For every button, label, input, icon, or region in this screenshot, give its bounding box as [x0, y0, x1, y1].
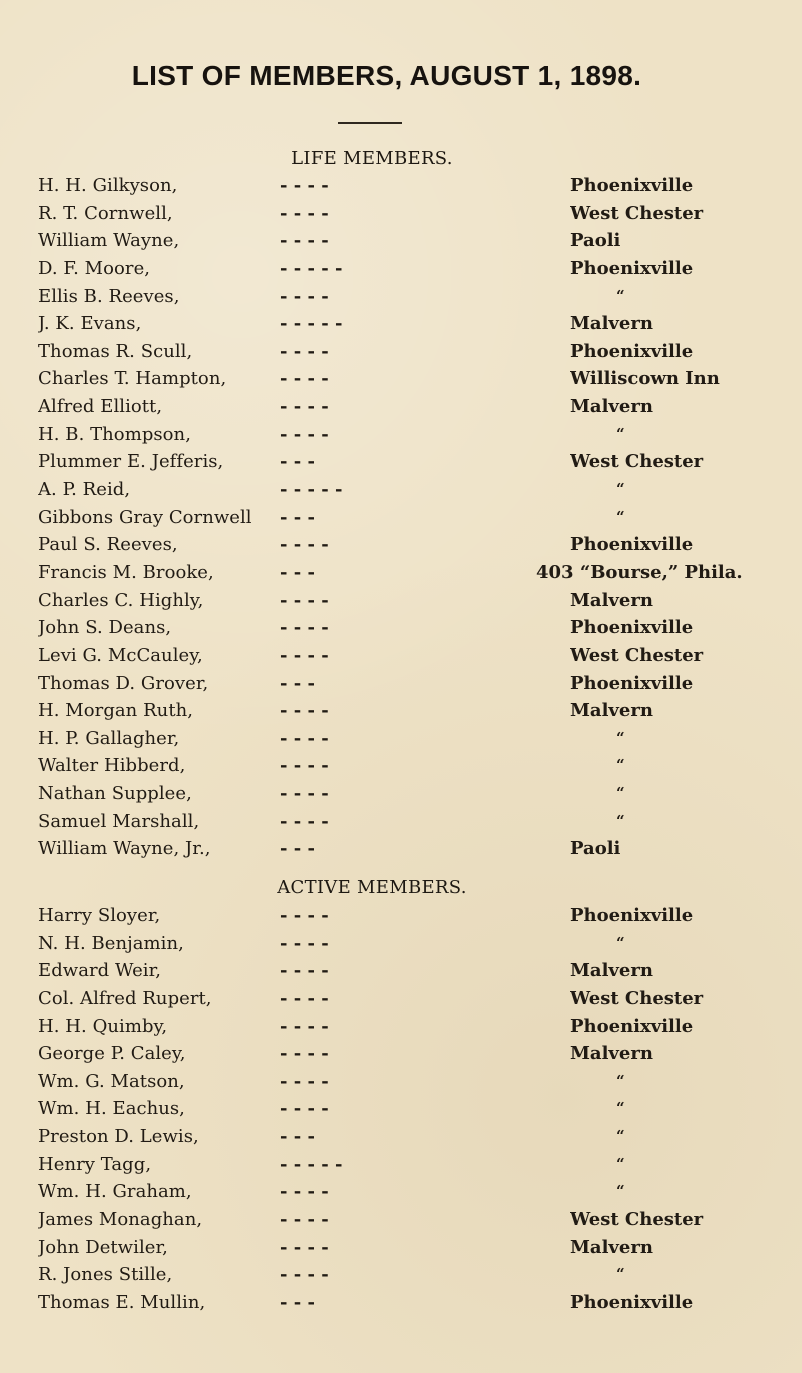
ditto-mark: “	[616, 784, 625, 803]
member-location: Malvern	[570, 700, 653, 722]
member-name: Francis M. Brooke,	[38, 561, 214, 583]
ditto-mark: “	[616, 1071, 625, 1090]
member-location: Phoenixville	[570, 905, 694, 926]
member-location: Malvern	[570, 589, 653, 611]
member-row	[0, 808, 802, 836]
member-row	[0, 365, 802, 393]
member-name: H. B. Thompson,	[38, 423, 191, 445]
member-location: Malvern	[570, 396, 653, 418]
leader-dashes: - - - -	[280, 1070, 329, 1092]
member-row	[0, 559, 802, 587]
member-name: Gibbons Gray Cornwell	[38, 506, 252, 528]
leader-dashes: - - - -	[280, 755, 329, 777]
leader-dashes: - - -	[280, 1126, 315, 1148]
leader-dashes: - - - -	[280, 700, 329, 722]
member-location: Phoenixville	[570, 175, 694, 196]
member-row	[0, 504, 802, 532]
member-row	[0, 1289, 802, 1317]
member-name: Charles T. Hampton,	[38, 368, 227, 390]
leader-dashes: - - -	[280, 561, 315, 583]
member-name: J. K. Evans,	[38, 313, 142, 335]
ditto-mark: “	[616, 1154, 625, 1173]
member-name: Thomas D. Grover,	[38, 672, 209, 694]
member-name: Edward Weir,	[38, 960, 162, 982]
member-name: A. P. Reid,	[38, 479, 131, 501]
leader-dashes: - - -	[280, 1291, 315, 1313]
member-row	[0, 476, 802, 504]
leader-dashes: - - -	[280, 838, 315, 860]
member-name: H. H. Gilkyson,	[38, 175, 178, 196]
leader-dashes: - - - -	[280, 987, 329, 1009]
member-name: Harry Sloyer,	[38, 905, 161, 926]
member-row	[0, 902, 802, 930]
member-row	[0, 614, 802, 642]
ditto-mark: “	[616, 286, 625, 305]
ditto-mark: “	[616, 1265, 625, 1284]
leader-dashes: - - - -	[280, 1209, 329, 1231]
member-row	[0, 697, 802, 725]
member-row	[0, 283, 802, 311]
member-name: Plummer E. Jefferis,	[38, 451, 224, 473]
member-location: 403 “Bourse,” Phila.	[536, 561, 743, 583]
member-location: Phoenixville	[570, 257, 694, 279]
leader-dashes: - - - - -	[280, 313, 343, 335]
member-location: West Chester	[570, 644, 704, 666]
ditto-mark: “	[616, 1127, 625, 1146]
member-name: Paul S. Reeves,	[38, 534, 178, 556]
member-row	[0, 670, 802, 698]
member-name: Ellis B. Reeves,	[38, 285, 180, 307]
member-row	[0, 1234, 802, 1262]
member-row	[0, 1040, 802, 1068]
member-row	[0, 930, 802, 958]
leader-dashes: - - -	[280, 506, 315, 528]
ditto-mark: “	[616, 933, 625, 952]
leader-dashes: - - - - -	[280, 257, 343, 279]
member-name: Nathan Supplee,	[38, 783, 192, 805]
member-row	[0, 1261, 802, 1289]
member-row	[0, 1151, 802, 1179]
ditto-mark: “	[616, 507, 625, 526]
member-location: Malvern	[570, 1236, 653, 1258]
member-name: N. H. Benjamin,	[38, 932, 184, 954]
member-row	[0, 1068, 802, 1096]
member-name: Wm. H. Graham,	[38, 1181, 192, 1203]
member-name: Wm. G. Matson,	[38, 1070, 185, 1092]
member-location: Paoli	[570, 838, 621, 860]
member-location: West Chester	[570, 987, 704, 1009]
member-row	[0, 1095, 802, 1123]
member-name: Alfred Elliott,	[38, 396, 163, 418]
ditto-mark: “	[616, 424, 625, 443]
member-location: Phoenixville	[570, 534, 694, 556]
member-row	[0, 1178, 802, 1206]
leader-dashes: - - - -	[280, 423, 329, 445]
member-location: Williscown Inn	[570, 368, 720, 390]
active-members-list	[0, 902, 802, 1317]
leader-dashes: - - - -	[280, 1236, 329, 1258]
leader-dashes: - - - -	[280, 534, 329, 556]
member-name: H. H. Quimby,	[38, 1015, 168, 1037]
member-row	[0, 310, 802, 338]
member-name: William Wayne,	[38, 230, 180, 252]
leader-dashes: - - - -	[280, 905, 329, 926]
member-name: D. F. Moore,	[38, 257, 151, 279]
leader-dashes: - - - -	[280, 589, 329, 611]
member-location: Phoenixville	[570, 672, 694, 694]
member-location: Paoli	[570, 230, 621, 252]
member-location: West Chester	[570, 451, 704, 473]
leader-dashes: - - - -	[280, 1098, 329, 1120]
member-row	[0, 393, 802, 421]
life-members-list	[0, 172, 802, 869]
leader-dashes: - - -	[280, 451, 315, 473]
member-name: Preston D. Lewis,	[38, 1126, 199, 1148]
member-name: Henry Tagg,	[38, 1153, 152, 1175]
member-location: Malvern	[570, 1043, 653, 1065]
title-divider	[338, 122, 402, 124]
member-row	[0, 338, 802, 366]
leader-dashes: - - - -	[280, 783, 329, 805]
page-title: LIST OF MEMBERS, AUGUST 1, 1898.	[131, 60, 642, 91]
leader-dashes: - - - -	[280, 810, 329, 832]
active-members-heading: ACTIVE MEMBERS.	[277, 877, 467, 898]
leader-dashes: - - - - -	[280, 1153, 343, 1175]
member-name: H. P. Gallagher,	[38, 727, 180, 749]
member-location: West Chester	[570, 202, 704, 224]
member-row	[0, 1123, 802, 1151]
leader-dashes: - - - -	[280, 175, 329, 196]
member-location: Phoenixville	[570, 1015, 694, 1037]
member-name: Walter Hibberd,	[38, 755, 186, 777]
leader-dashes: - - - - -	[280, 479, 343, 501]
member-name: John Detwiler,	[38, 1236, 168, 1258]
ditto-mark: “	[616, 1182, 625, 1201]
life-members-heading: LIFE MEMBERS.	[291, 148, 453, 169]
member-location: West Chester	[570, 1209, 704, 1231]
leader-dashes: - - - -	[280, 202, 329, 224]
member-row	[0, 531, 802, 559]
ditto-mark: “	[616, 756, 625, 775]
member-row	[0, 1013, 802, 1041]
ditto-mark: “	[616, 480, 625, 499]
leader-dashes: - - - -	[280, 932, 329, 954]
leader-dashes: - - - -	[280, 1264, 329, 1286]
member-name: Levi G. McCauley,	[38, 644, 203, 666]
member-row	[0, 957, 802, 985]
member-name: R. Jones Stille,	[38, 1264, 173, 1286]
member-row	[0, 200, 802, 228]
member-name: George P. Caley,	[38, 1043, 186, 1065]
member-row	[0, 255, 802, 283]
member-row	[0, 725, 802, 753]
member-row	[0, 780, 802, 808]
member-location: Phoenixville	[570, 1291, 694, 1313]
member-row	[0, 587, 802, 615]
member-location: Phoenixville	[570, 617, 694, 639]
member-row	[0, 642, 802, 670]
leader-dashes: - - - -	[280, 644, 329, 666]
leader-dashes: - - - -	[280, 1043, 329, 1065]
member-name: John S. Deans,	[38, 617, 172, 639]
ditto-mark: “	[616, 1099, 625, 1118]
member-row	[0, 835, 802, 863]
leader-dashes: - - - -	[280, 727, 329, 749]
leader-dashes: - - - -	[280, 960, 329, 982]
member-location: Malvern	[570, 313, 653, 335]
member-name: Col. Alfred Rupert,	[38, 987, 212, 1009]
member-name: Thomas R. Scull,	[38, 340, 193, 362]
member-row	[0, 227, 802, 255]
member-name: Thomas E. Mullin,	[38, 1291, 206, 1313]
member-name: James Monaghan,	[38, 1209, 203, 1231]
leader-dashes: - - - -	[280, 285, 329, 307]
member-name: Wm. H. Eachus,	[38, 1098, 185, 1120]
leader-dashes: - - - -	[280, 230, 329, 252]
leader-dashes: - - - -	[280, 368, 329, 390]
member-row	[0, 1206, 802, 1234]
member-name: R. T. Cornwell,	[38, 202, 173, 224]
member-row	[0, 448, 802, 476]
leader-dashes: - - - -	[280, 617, 329, 639]
leader-dashes: - - - -	[280, 1015, 329, 1037]
leader-dashes: - - - -	[280, 1181, 329, 1203]
member-name: William Wayne, Jr.,	[38, 838, 211, 860]
member-row	[0, 985, 802, 1013]
member-row	[0, 752, 802, 780]
member-row	[0, 172, 802, 200]
leader-dashes: - - -	[280, 672, 315, 694]
leader-dashes: - - - -	[280, 340, 329, 362]
member-location: Phoenixville	[570, 340, 694, 362]
ditto-mark: “	[616, 728, 625, 747]
member-name: H. Morgan Ruth,	[38, 700, 194, 722]
member-name: Samuel Marshall,	[38, 810, 200, 832]
member-name: Charles C. Highly,	[38, 589, 204, 611]
ditto-mark: “	[616, 811, 625, 830]
member-location: Malvern	[570, 960, 653, 982]
member-row	[0, 421, 802, 449]
leader-dashes: - - - -	[280, 396, 329, 418]
